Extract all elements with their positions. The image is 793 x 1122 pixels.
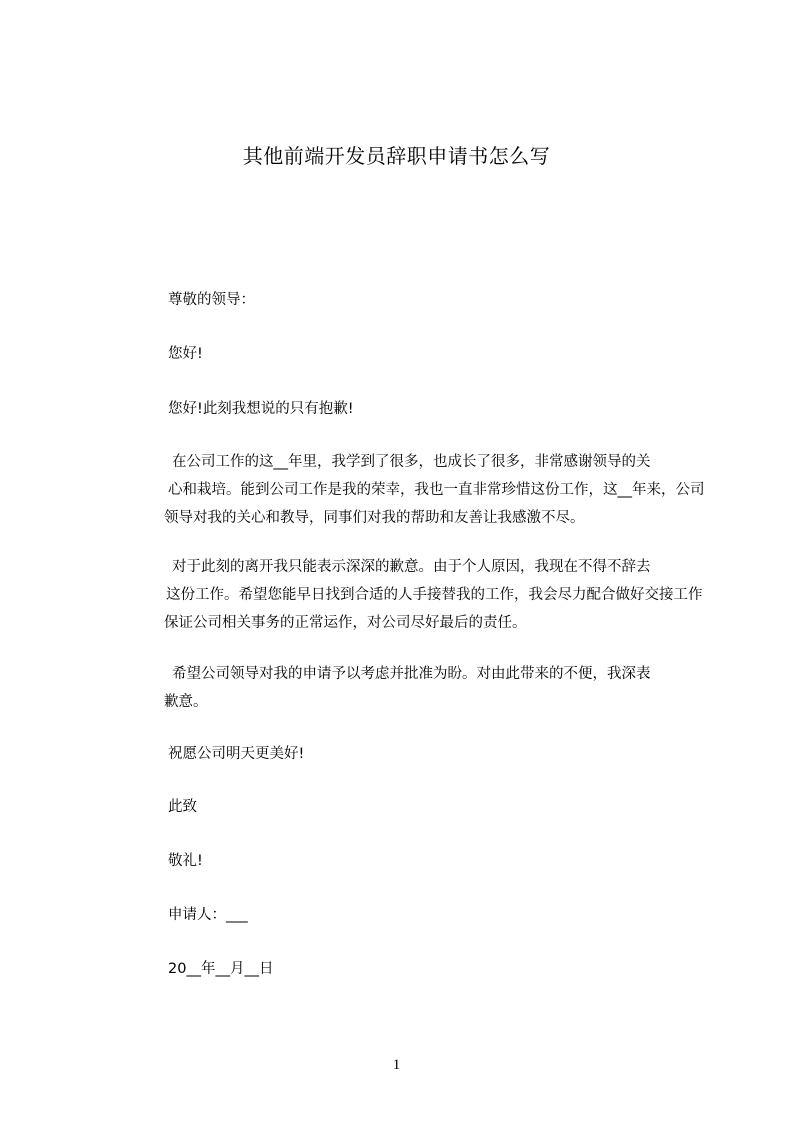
paragraph-1-line-1: 在公司工作的这__年里，我学到了很多，也成长了很多，非常感谢领导的关 — [172, 454, 651, 470]
opening-line: 您好!此刻我想说的只有抱歉! — [168, 401, 354, 417]
date-line: 20__年__月__日 — [168, 961, 274, 977]
applicant-line: 申请人：___ — [168, 907, 248, 923]
paragraph-1 — [164, 448, 705, 532]
closing-jing-li: 敬礼! — [168, 853, 203, 869]
paragraph-3 — [164, 660, 700, 716]
wish-line: 祝愿公司明天更美好! — [168, 746, 305, 762]
paragraph-2-line-2: 这份工作。希望您能早日找到合适的人手接替我的工作，我会尽力配合做好交接工作 — [166, 587, 703, 603]
page-number: 1 — [392, 1057, 401, 1073]
document-title: 其他前端开发员辞职申请书怎么写 — [242, 144, 551, 168]
paragraph-3-line-2: 歉意。 — [164, 694, 208, 710]
paragraph-2 — [164, 553, 703, 637]
paragraph-1-line-2: 心和栽培。能到公司工作是我的荣幸，我也一直非常珍惜这份工作，这__年来，公司 — [168, 482, 705, 498]
paragraph-3-line-1: 希望公司领导对我的申请予以考虑并批准为盼。对由此带来的不便，我深表 — [172, 666, 651, 682]
paragraph-1-line-3: 领导对我的关心和教导，同事们对我的帮助和友善让我感激不尽。 — [164, 510, 585, 526]
salutation: 尊敬的领导： — [168, 292, 255, 308]
closing-ci-zhi: 此致 — [168, 799, 197, 815]
paragraph-2-line-1: 对于此刻的离开我只能表示深深的歉意。由于个人原因，我现在不得不辞去 — [172, 559, 651, 575]
paragraph-2-line-3: 保证公司相关事务的正常运作，对公司尽好最后的责任。 — [164, 615, 527, 631]
greeting: 您好! — [168, 346, 203, 362]
